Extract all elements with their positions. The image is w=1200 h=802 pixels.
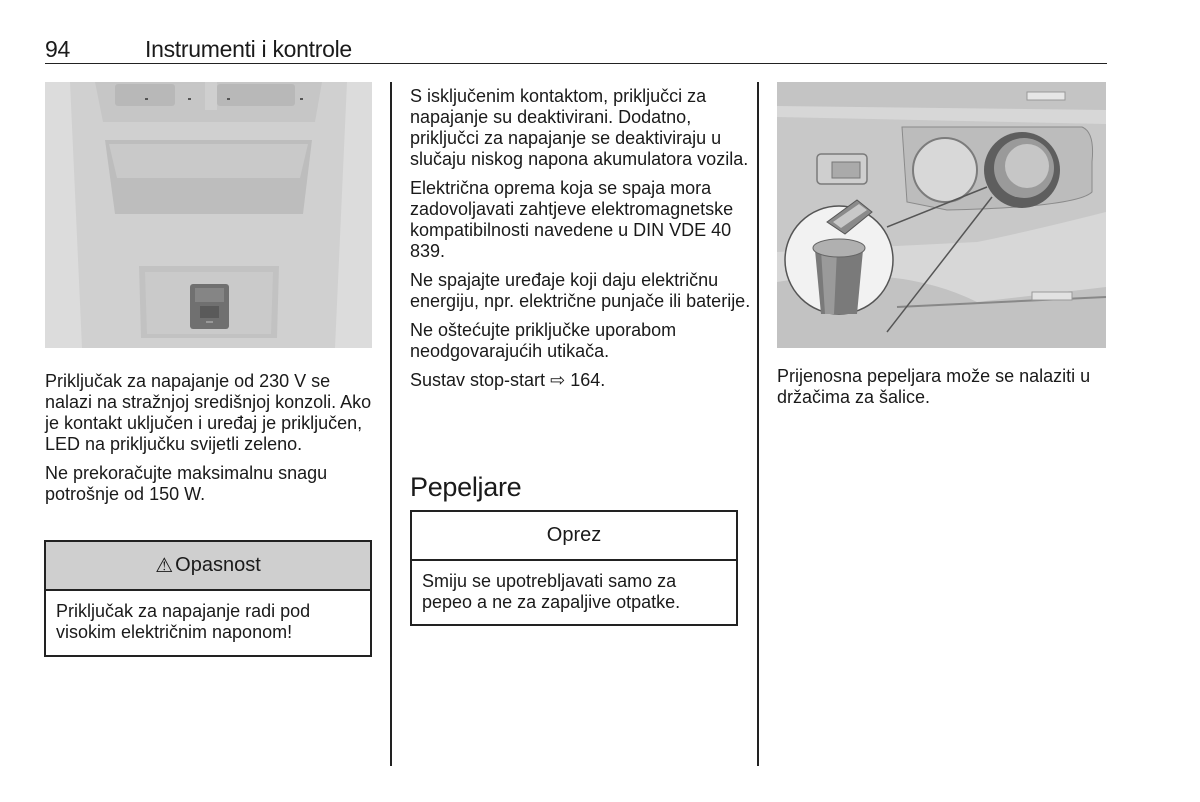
no-power-sources-note: Ne spajajte uređaje koji daju električnu energiju, npr. električne punjače ili baterije.	[410, 270, 751, 311]
plug-damage-note: Ne oštećujte priključke uporabom neodgovarajućih utikača.	[410, 320, 677, 361]
column-2-text	[410, 86, 752, 399]
emc-requirement: Električna oprema koja se spaja mora zadovoljavati zahtjeve elektromagnetske kompatibilnosti navedene u DIN VDE 40 839.	[410, 178, 734, 261]
column-divider-right	[757, 82, 759, 766]
cross-reference	[410, 370, 752, 391]
ashtray-caption: Prijenosna pepeljara može se nalaziti u držačima za šalice.	[777, 366, 1091, 407]
portable-ashtray-illustration	[777, 82, 1106, 348]
column-3-text	[777, 366, 1107, 416]
caution-box	[410, 510, 738, 626]
danger-box-header	[46, 542, 370, 591]
power-limit-note: Ne prekoračujte maksimalnu snagu potrošnje od 150 W.	[45, 463, 328, 504]
danger-title: Opasnost	[175, 554, 261, 576]
page-number: 94	[45, 36, 70, 62]
cross-reference-page[interactable]: 164.	[570, 370, 606, 390]
cross-reference-text: Sustav stop-start	[410, 370, 546, 390]
rear-console-illustration	[45, 82, 372, 348]
section-title-ashtrays: Pepeljare	[410, 472, 522, 502]
page-reference-arrow-icon: ⇨	[550, 370, 566, 390]
caution-title: Oprez	[412, 512, 736, 561]
page-header	[45, 34, 1107, 64]
chapter-title: Instrumenti i kontrole	[145, 36, 352, 62]
caution-text: Smiju se upotrebljavati samo za pepeo a ne za zapaljive otpatke.	[422, 571, 681, 612]
danger-box	[44, 540, 372, 657]
column-divider-left	[390, 82, 392, 766]
deactivation-note: S isključenim kontaktom, priključci za napajanje su deaktivirani. Dodatno, priključci za napajanje se deaktiviraju u slučaju niskog napona akumulatora vozila.	[410, 86, 749, 169]
column-1-text	[45, 371, 375, 513]
warning-triangle-icon: ⚠	[155, 555, 174, 577]
danger-text: Priključak za napajanje radi pod visokim električnim naponom!	[56, 601, 311, 642]
socket-description: Priključak za napajanje od 230 V se nalazi na stražnjoj središnjoj konzoli. Ako je kontakt uključen i uređaj je priključen, LED na priključku svijetli zeleno.	[45, 371, 372, 454]
